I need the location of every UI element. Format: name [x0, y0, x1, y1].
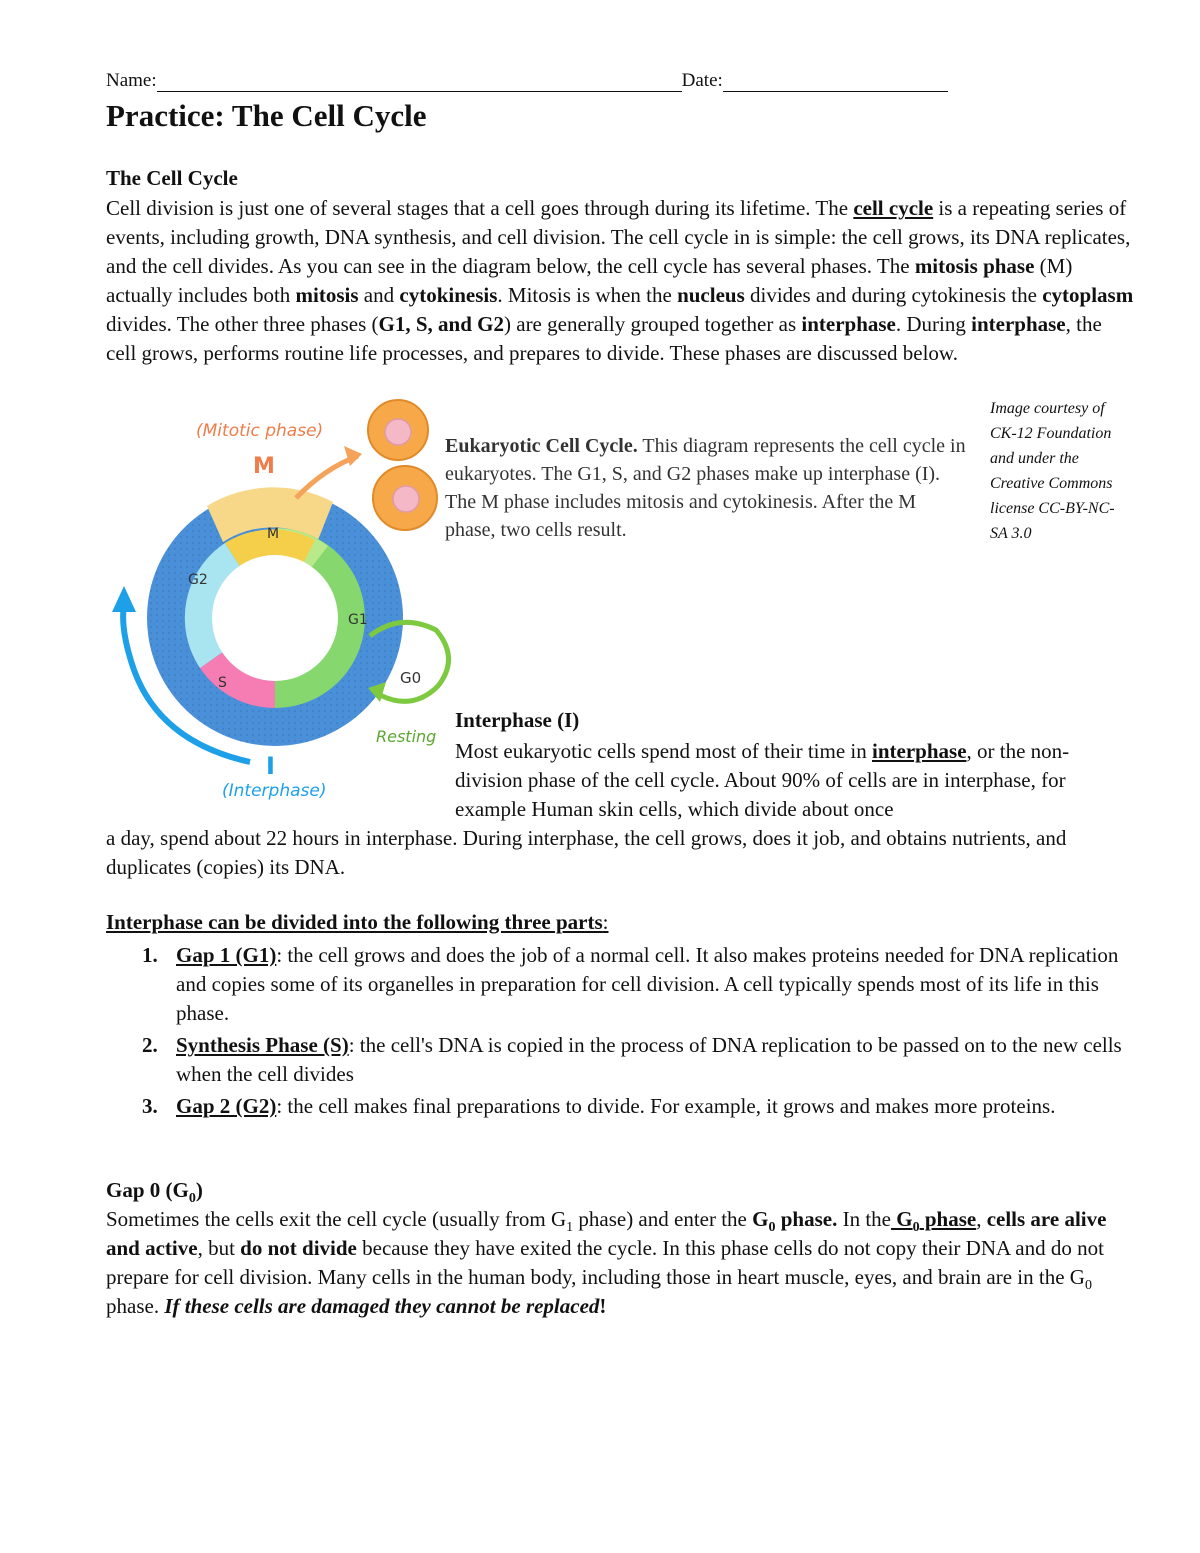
term-mitosis: mitosis	[295, 283, 359, 307]
text: phase) and enter the	[573, 1207, 753, 1231]
label-g0: G0	[400, 669, 422, 687]
text: ,	[976, 1207, 987, 1231]
section-heading-cell-cycle: The Cell Cycle	[106, 166, 238, 190]
caption-title: Eukaryotic Cell Cycle.	[445, 435, 638, 457]
subscript: 0	[188, 1191, 196, 1207]
parts-heading-text: Interphase can be divided into the following three parts	[106, 910, 603, 934]
text: , the cell grows, performs routine life processes, and prepares to divide. These phases are discussed below.	[106, 312, 1102, 365]
text: Cell division is just one of several stages that a cell goes through during its lifetime. The	[106, 196, 854, 220]
term-cytokinesis: cytokinesis	[399, 283, 498, 307]
interphase-parts-list	[106, 941, 1136, 1124]
text: phase.	[106, 1294, 165, 1318]
term-mitosis-phase: mitosis phase	[914, 254, 1035, 278]
interphase-paragraph-bottom: a day, spend about 22 hours in interphase. During interphase, the cell grows, does it job, and obtains nutrients, and duplicates (copies) its DNA.	[106, 826, 1067, 879]
page-title: Practice: The Cell Cycle	[106, 98, 427, 133]
term-phases: G1, S, and G2	[378, 312, 504, 336]
label-mitotic-phase: (Mitotic phase)	[196, 421, 324, 441]
term-gap1: Gap 1 (G1)	[176, 943, 277, 967]
text: In the	[837, 1207, 891, 1231]
list-number: 3.	[142, 1094, 158, 1118]
term-g0-phase-end: phase	[919, 1207, 977, 1231]
label-g1: G1	[348, 612, 368, 628]
text: because they have exited the cycle. In this phase cells do not copy their DNA and do not prepare for cell division. Many cells in the human body, including those in heart muscle, eyes, and brain are in the G	[106, 1236, 1104, 1289]
name-label: Name:	[106, 70, 157, 91]
name-field-line[interactable]	[157, 71, 682, 92]
warning-text: If these cells are damaged they cannot be replaced	[164, 1294, 600, 1318]
list-text: : the cell makes final preparations to divide. For example, it grows and makes more proteins.	[276, 1094, 1056, 1118]
text: Most eukaryotic cells spend most of their time in	[455, 739, 873, 763]
list-item	[106, 1092, 1136, 1121]
term-gap2: Gap 2 (G2)	[176, 1094, 277, 1118]
text: and	[358, 283, 400, 307]
gap0-paragraph	[106, 1205, 1136, 1321]
text: , or the non-division phase of the cell cycle. About 90% of cells are in interphase, for example Human skin cells, which divide about once	[455, 739, 1070, 821]
diagram-caption	[445, 432, 970, 544]
label-m-big: M	[253, 454, 275, 479]
caption-text: This diagram represents the cell cycle in eukaryotes. The G1, S, and G2 phases make up interphase (I). The M phase includes mitosis and cytokinesis. After the M phase, two cells result.	[445, 435, 966, 541]
list-number: 2.	[142, 1033, 158, 1057]
text: , but	[197, 1236, 241, 1260]
subscript: 0	[768, 1220, 776, 1236]
cell-cycle-diagram	[100, 390, 460, 810]
section-heading-interphase: Interphase (I)	[455, 708, 580, 732]
image-credit: Image courtesy of CK-12 Foundation and under the Creative Commons license CC-BY-NC-SA 3.0	[990, 400, 1115, 542]
term-do-not-divide: do not divide	[240, 1236, 357, 1260]
text: !	[599, 1294, 607, 1318]
ring-center	[212, 555, 338, 681]
term-alive-active: cells are alive and active	[106, 1207, 1107, 1260]
text: is a repeating series of events, including growth, DNA synthesis, and cell division. The cell cycle in is simple: the cell grows, its DNA replicates, and the cell divides. As you can see in the diagram below, the cell cycle has several phases. The	[106, 196, 1131, 278]
section-heading-gap0	[106, 1178, 203, 1207]
term-interphase: interphase	[872, 739, 967, 763]
subscript: 0	[1084, 1278, 1092, 1294]
subscript: 1	[566, 1220, 574, 1236]
interphase-paragraph-top	[455, 737, 1135, 824]
term-synthesis: Synthesis Phase (S)	[176, 1033, 349, 1057]
term-interphase: interphase	[971, 312, 1066, 336]
list-text: : the cell grows and does the job of a normal cell. It also makes proteins needed for DNA replication and copies some of its organelles in preparation for cell division. A cell typically spends most of its life in this phase.	[176, 943, 1119, 1025]
text: ) are generally grouped together as	[504, 312, 802, 336]
label-i-big: I	[266, 752, 275, 780]
text: . During	[895, 312, 972, 336]
mitosis-arrow	[296, 456, 358, 498]
interphase-arrowhead	[112, 586, 136, 612]
term-nucleus: nucleus	[677, 283, 745, 307]
parts-heading	[106, 910, 608, 935]
label-resting: Resting	[376, 727, 437, 746]
date-field-line[interactable]	[723, 71, 948, 92]
label-s: S	[218, 675, 227, 691]
text: (M) actually includes both	[106, 254, 1073, 307]
term-g0: G	[752, 1207, 769, 1231]
subscript: 0	[912, 1220, 920, 1236]
label-m-segment: M	[267, 526, 280, 542]
text: Sometimes the cells exit the cell cycle (usually from G	[106, 1207, 567, 1231]
text: divides and during cytokinesis the	[744, 283, 1043, 307]
date-label: Date:	[681, 70, 723, 91]
term-cell-cycle: cell cycle	[853, 196, 934, 220]
label-interphase: (Interphase)	[222, 781, 327, 801]
list-item	[106, 1031, 1136, 1089]
list-text: : the cell's DNA is copied in the process of DNA replication to be passed on to the new cells when the cell divides	[176, 1033, 1122, 1086]
text: divides. The other three phases (	[106, 312, 379, 336]
parts-heading-colon: :	[602, 910, 609, 934]
term-cytoplasm: cytoplasm	[1042, 283, 1134, 307]
label-g2: G2	[188, 572, 208, 588]
list-number: 1.	[142, 943, 158, 967]
term-g0-end: phase.	[775, 1207, 838, 1231]
term-interphase: interphase	[801, 312, 896, 336]
list-item	[106, 941, 1136, 1028]
text: Gap 0 (G	[106, 1178, 189, 1202]
daughter-nucleus-2	[393, 486, 419, 512]
name-date-header	[106, 70, 976, 100]
text: . Mitosis is when the	[497, 283, 678, 307]
term-g0-phase: G	[891, 1207, 913, 1231]
daughter-nucleus-1	[385, 419, 411, 445]
intro-paragraph	[106, 194, 1136, 368]
text: )	[195, 1178, 203, 1202]
